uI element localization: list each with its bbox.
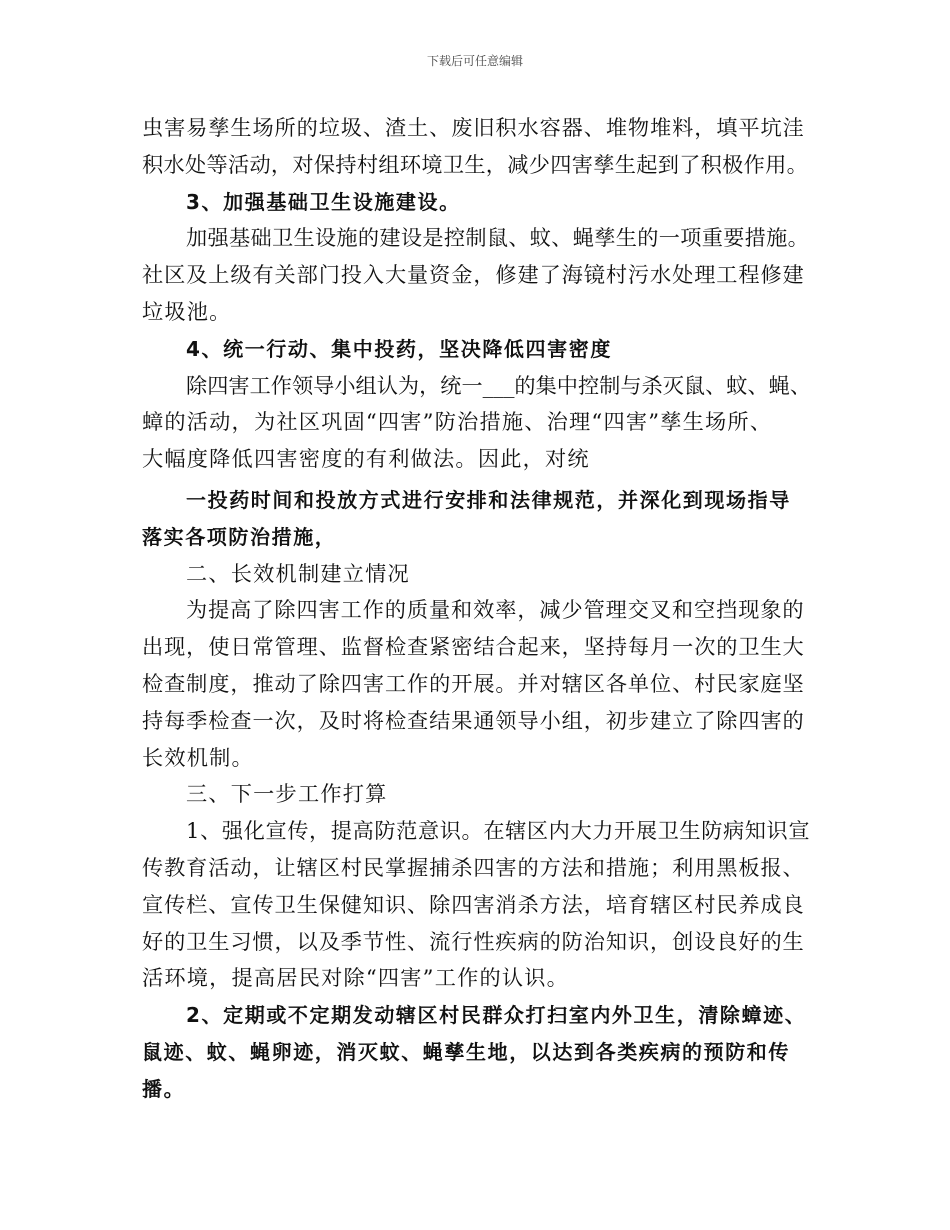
section-heading: 3、加强基础卫生设施建设。 [186, 189, 461, 214]
text-line: 宣传栏、宣传卫生保健知识、除四害消杀方法，培育辖区村民养成良 [142, 891, 805, 917]
text-line: 传教育活动，让辖区村民掌握捕杀四害的方法和措施；利用黑板报、 [142, 854, 805, 880]
page-header-note: 下载后可任意编辑 [426, 54, 523, 68]
text-line: 积水处等活动，对保持村组环境卫生，减少四害孳生起到了积极作用。 [142, 151, 809, 177]
text-line: 蟑的活动，为社区巩固“四害”防治措施、治理“四害”孳生场所、 [142, 409, 773, 435]
text-line: 社区及上级有关部门投入大量资金，修建了海镜村污水处理工程修建 [142, 262, 805, 288]
text-line: 为提高了除四害工作的质量和效率，减少管理交叉和空挡现象的 [186, 597, 805, 623]
section-heading: 三、下一步工作打算 [186, 781, 388, 807]
text-line: 垃圾池。 [142, 298, 232, 324]
text-line: 长效机制。 [142, 744, 254, 770]
text-line: 出现，使日常管理、监督检查紧密结合起来，坚持每月一次的卫生大 [142, 634, 805, 660]
text-line: 1、强化宣传，提高防范意识。在辖区内大力开展卫生防病知识宣 [186, 818, 811, 844]
document-body [142, 110, 810, 1108]
bold-text-line: 鼠迹、蚊、蝇卵迹，消灭蚊、蝇孳生地，以达到各类疾病的预防和传 [142, 1039, 790, 1064]
bold-text-line: 一投药时间和投放方式进行安排和法律规范，并深化到现场指导 [186, 487, 791, 512]
bold-text-line: 2、定期或不定期发动辖区村民群众打扫室内外卫生，清除蟑迹、 [186, 1003, 807, 1028]
text-line: 大幅度降低四害密度的有利做法。因此，对统 [142, 446, 590, 472]
text-line: 持每季检查一次，及时将检查结果通领导小组，初步建立了除四害的 [142, 707, 805, 733]
text-line: 加强基础卫生设施的建设是控制鼠、蚊、蝇孳生的一项重要措施。 [186, 225, 810, 251]
text-line: 活环境，提高居民对除“四害”工作的认识。 [142, 965, 570, 991]
section-heading: 二、长效机制建立情况 [186, 560, 410, 586]
section-heading: 4、统一行动、集中投药，坚决降低四害密度 [186, 336, 612, 361]
bold-text-line: 播。 [142, 1076, 186, 1101]
text-line: 虫害易孳生场所的垃圾、渣土、废旧积水容器、堆物堆料，填平坑洼 [142, 115, 805, 140]
text-line: 检查制度，推动了除四害工作的开展。并对辖区各单位、村民家庭坚 [142, 670, 805, 696]
bold-text-line: 落实各项防治措施， [142, 524, 337, 549]
text-line: 好的卫生习惯，以及季节性、流行性疾病的防治知识，创设良好的生 [142, 928, 805, 954]
text-line: 除四害工作领导小组认为，统一___的集中控制与杀灭鼠、蚊、蝇、 [186, 372, 812, 398]
